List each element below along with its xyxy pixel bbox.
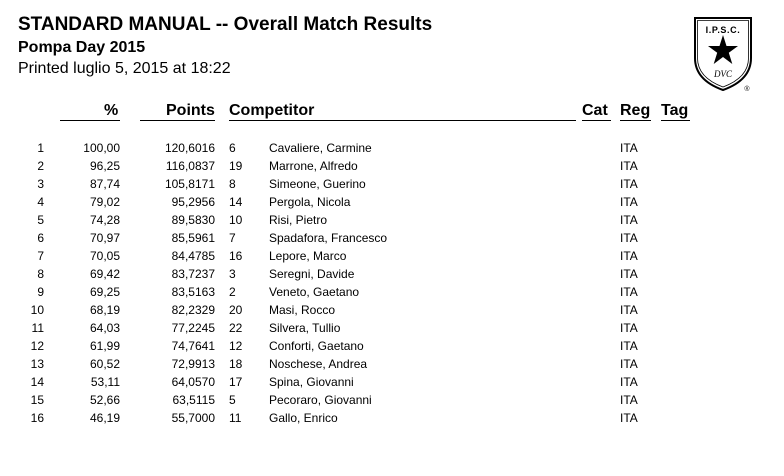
- table-row: [0, 248, 784, 266]
- points-cell: 95,2956: [171, 195, 215, 209]
- place-cell: 3: [37, 177, 44, 191]
- competitor-number-cell: 12: [229, 339, 243, 353]
- competitor-name-cell: Noschese, Andrea: [269, 357, 368, 371]
- competitor-name-cell: Simeone, Guerino: [269, 177, 366, 191]
- competitor-name-cell: Pecoraro, Giovanni: [269, 393, 372, 407]
- logo-text-bottom: DVC: [714, 69, 732, 79]
- region-cell: ITA: [620, 195, 638, 209]
- competitor-number-cell: 6: [229, 141, 236, 155]
- region-cell: ITA: [620, 141, 638, 155]
- competitor-number-cell: 19: [229, 159, 243, 173]
- points-cell: 64,0570: [171, 375, 215, 389]
- region-cell: ITA: [620, 339, 638, 353]
- competitor-name-cell: Seregni, Davide: [269, 267, 355, 281]
- region-cell: ITA: [620, 411, 638, 425]
- match-name: Pompa Day 2015: [18, 39, 146, 56]
- region-cell: ITA: [620, 231, 638, 245]
- place-cell: 15: [30, 393, 44, 407]
- region-cell: ITA: [620, 249, 638, 263]
- table-row: [0, 212, 784, 230]
- column-header-category: Cat: [582, 102, 608, 119]
- points-cell: 55,7000: [171, 411, 215, 425]
- table-row: [0, 392, 784, 410]
- place-cell: 13: [30, 357, 44, 371]
- table-row: [0, 410, 784, 428]
- column-header-points: Points: [166, 102, 215, 119]
- competitor-number-cell: 22: [229, 321, 243, 335]
- percent-cell: 46,19: [89, 411, 120, 425]
- column-header-underline: [620, 120, 651, 121]
- percent-cell: 52,66: [89, 393, 120, 407]
- place-cell: 7: [37, 249, 44, 263]
- competitor-number-cell: 10: [229, 213, 243, 227]
- place-cell: 8: [37, 267, 44, 281]
- competitor-name-cell: Spadafora, Francesco: [269, 231, 388, 245]
- points-cell: 83,5163: [171, 285, 215, 299]
- competitor-name-cell: Risi, Pietro: [269, 213, 328, 227]
- table-row: [0, 230, 784, 248]
- competitor-name-cell: Cavaliere, Carmine: [269, 141, 372, 155]
- table-row: [0, 338, 784, 356]
- column-header-percent: %: [104, 102, 119, 119]
- table-row: [0, 320, 784, 338]
- competitor-name-cell: Lepore, Marco: [269, 249, 347, 263]
- percent-cell: 79,02: [89, 195, 120, 209]
- percent-cell: 70,97: [89, 231, 120, 245]
- column-header-underline: [661, 120, 690, 121]
- percent-cell: 74,28: [89, 213, 120, 227]
- place-cell: 4: [37, 195, 44, 209]
- competitor-number-cell: 18: [229, 357, 243, 371]
- points-cell: 116,0837: [165, 159, 215, 173]
- region-cell: ITA: [620, 177, 638, 191]
- place-cell: 16: [30, 411, 44, 425]
- competitor-number-cell: 8: [229, 177, 236, 191]
- points-cell: 77,2245: [171, 321, 215, 335]
- competitor-name-cell: Conforti, Gaetano: [269, 339, 364, 353]
- place-cell: 9: [37, 285, 44, 299]
- place-cell: 10: [30, 303, 44, 317]
- percent-cell: 100,00: [83, 141, 120, 155]
- percent-cell: 64,03: [89, 321, 120, 335]
- region-cell: ITA: [620, 159, 638, 173]
- region-cell: ITA: [620, 303, 638, 317]
- percent-cell: 87,74: [89, 177, 120, 191]
- competitor-number-cell: 5: [229, 393, 236, 407]
- percent-cell: 60,52: [89, 357, 120, 371]
- table-row: [0, 302, 784, 320]
- printed-date: Printed luglio 5, 2015 at 18:22: [18, 60, 231, 77]
- competitor-number-cell: 16: [229, 249, 243, 263]
- competitor-name-cell: Marrone, Alfredo: [269, 159, 358, 173]
- points-cell: 83,7237: [171, 267, 215, 281]
- points-cell: 85,5961: [171, 231, 215, 245]
- place-cell: 2: [37, 159, 44, 173]
- column-header-underline: [140, 120, 215, 121]
- points-cell: 89,5830: [171, 213, 215, 227]
- region-cell: ITA: [620, 357, 638, 371]
- points-cell: 120,6016: [164, 141, 215, 155]
- logo-text-top: I.P.S.C.: [705, 25, 741, 35]
- table-row: [0, 158, 784, 176]
- place-cell: 11: [31, 321, 44, 335]
- region-cell: ITA: [620, 393, 638, 407]
- competitor-name-cell: Veneto, Gaetano: [269, 285, 360, 299]
- place-cell: 1: [37, 141, 44, 155]
- region-cell: ITA: [620, 213, 638, 227]
- competitor-name-cell: Silvera, Tullio: [269, 321, 341, 335]
- competitor-name-cell: Gallo, Enrico: [269, 411, 338, 425]
- percent-cell: 53,11: [90, 375, 120, 389]
- place-cell: 14: [30, 375, 44, 389]
- region-cell: ITA: [620, 285, 638, 299]
- region-cell: ITA: [620, 321, 638, 335]
- points-cell: 105,8171: [164, 177, 215, 191]
- results-table: [0, 140, 784, 428]
- competitor-number-cell: 3: [229, 267, 236, 281]
- column-header-competitor: Competitor: [229, 102, 315, 119]
- competitor-number-cell: 14: [229, 195, 243, 209]
- table-row: [0, 140, 784, 158]
- registered-mark: ®: [744, 86, 750, 92]
- competitor-number-cell: 20: [229, 303, 243, 317]
- place-cell: 5: [37, 213, 44, 227]
- column-header-region: Reg: [620, 102, 651, 119]
- points-cell: 72,9913: [171, 357, 215, 371]
- percent-cell: 96,25: [89, 159, 120, 173]
- points-cell: 74,7641: [171, 339, 215, 353]
- competitor-name-cell: Pergola, Nicola: [269, 195, 351, 209]
- points-cell: 84,4785: [171, 249, 215, 263]
- column-header-underline: [229, 120, 576, 121]
- competitor-number-cell: 7: [229, 231, 236, 245]
- place-cell: 12: [30, 339, 44, 353]
- points-cell: 63,5115: [172, 393, 215, 407]
- table-row: [0, 176, 784, 194]
- table-row: [0, 284, 784, 302]
- competitor-name-cell: Spina, Giovanni: [269, 375, 354, 389]
- region-cell: ITA: [620, 375, 638, 389]
- region-cell: ITA: [620, 267, 638, 281]
- percent-cell: 69,25: [89, 285, 120, 299]
- table-row: [0, 356, 784, 374]
- percent-cell: 69,42: [89, 267, 120, 281]
- place-cell: 6: [37, 231, 44, 245]
- ipsc-logo: [693, 14, 753, 92]
- competitor-number-cell: 11: [229, 411, 242, 425]
- percent-cell: 61,99: [89, 339, 120, 353]
- table-row: [0, 374, 784, 392]
- column-header-underline: [582, 120, 611, 121]
- competitor-number-cell: 2: [229, 285, 236, 299]
- column-header-underline: [60, 120, 120, 121]
- table-row: [0, 194, 784, 212]
- competitor-name-cell: Masi, Rocco: [269, 303, 336, 317]
- competitor-number-cell: 17: [229, 375, 243, 389]
- points-cell: 82,2329: [171, 303, 215, 317]
- percent-cell: 70,05: [89, 249, 120, 263]
- table-row: [0, 266, 784, 284]
- column-header-tag: Tag: [661, 102, 689, 119]
- report-title: STANDARD MANUAL -- Overall Match Results: [18, 14, 433, 35]
- percent-cell: 68,19: [89, 303, 120, 317]
